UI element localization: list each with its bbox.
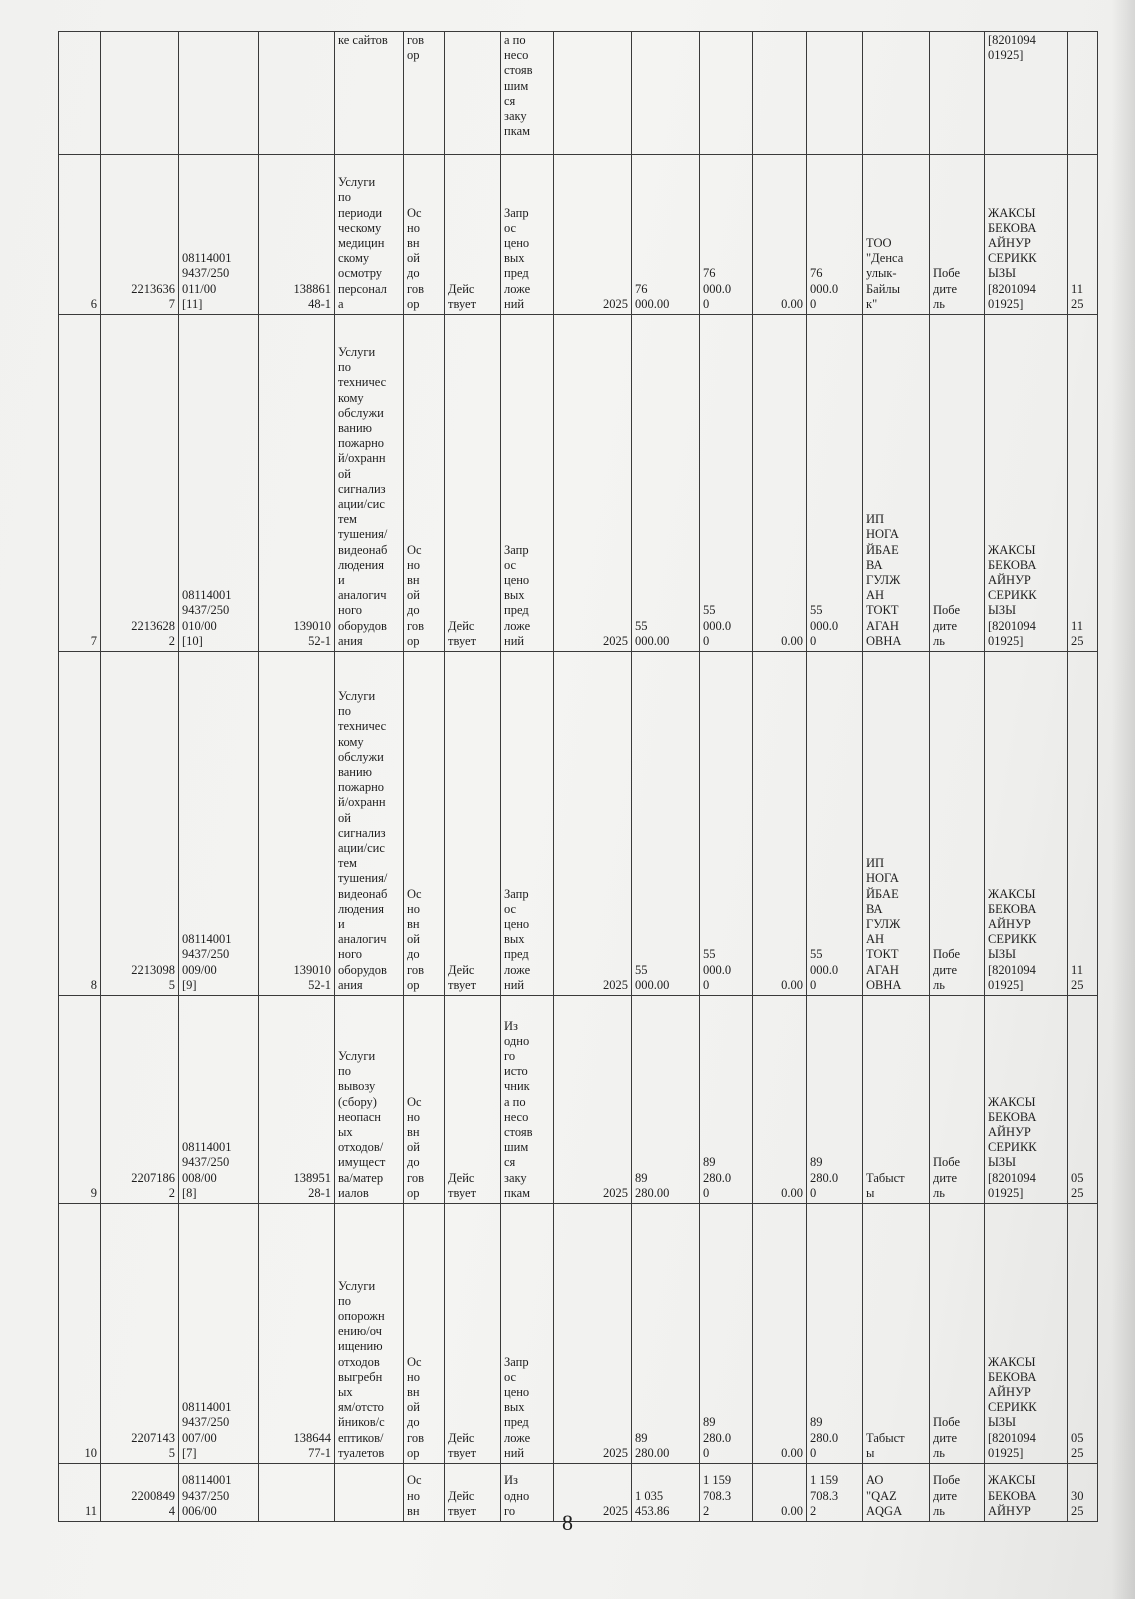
cell-lot-number [259, 996, 335, 1204]
cell-amount-paid [753, 315, 807, 652]
cell-contract-year [554, 315, 632, 652]
cell-row-number [59, 155, 101, 315]
contract-number-text: 08114001 9437/250 011/00 [11] [182, 251, 232, 311]
cell-supplier-name [863, 996, 930, 1204]
contract-basis-text: гов ор [407, 33, 424, 63]
cell-responsible-person [985, 155, 1068, 315]
cell-contract-status [445, 652, 501, 996]
cell-supplier-name [863, 315, 930, 652]
contract-basis-text: Ос но вн [407, 1473, 422, 1518]
cell-supplier-role [930, 996, 985, 1204]
responsible-person-text: ЖАКСЫ БЕКОВА АЙНУР СЕРИКК ЫЗЫ [8201094 01925] [988, 886, 1037, 992]
contract-number-text: 08114001 9437/250 006/00 [182, 1473, 232, 1518]
contract-basis-text: Ос но вн ой до гов ор [407, 205, 424, 311]
amount-total-text: 55 000.0 0 [810, 947, 839, 992]
supplier-role-text: Побе дите ль [933, 1155, 961, 1200]
cell-registry-id [101, 996, 179, 1204]
cell-amount-paid [753, 32, 807, 155]
cell-amount-planned [632, 32, 700, 155]
cell-supplier-role [930, 155, 985, 315]
responsible-person-text: ЖАКСЫ БЕКОВА АЙНУР СЕРИКК ЫЗЫ [8201094 01925] [988, 1094, 1037, 1200]
contract-date-text: 05 25 [1071, 1430, 1084, 1460]
responsible-person-text: [8201094 01925] [988, 33, 1036, 63]
amount-total-text: 76 000.0 0 [810, 266, 839, 311]
contract-number-text: 08114001 9437/250 010/00 [10] [182, 588, 232, 648]
supplier-name-text: АО "QAZ AQGA [866, 1473, 903, 1518]
service-name-text: Услуги по опорожн ению/оч ищению отходов выгребн ых ям/отсто йников/с ептиков/ туалетов [338, 1278, 385, 1460]
cell-row-number [59, 652, 101, 996]
supplier-name-text: ТОО "Денса улык- Байлы к" [866, 235, 904, 311]
procurement-method-text: Запр ос цено вых пред ложе ний [504, 205, 531, 311]
cell-amount-contract [700, 32, 753, 155]
service-name-text: ке сайтов [338, 33, 388, 47]
supplier-role-text: Побе дите ль [933, 603, 961, 648]
cell-procurement-method [501, 155, 554, 315]
supplier-name-text: ИП НОГА ЙБАЕ ВА ГУЛЖ АН ТОКТ АГАН ОВНА [866, 512, 902, 648]
table-row [59, 652, 1098, 996]
amount-paid-text: 0.00 [781, 633, 803, 648]
contract-basis-text: Ос но вн ой до гов ор [407, 886, 424, 992]
contract-date-text: 30 25 [1071, 1488, 1084, 1518]
cell-lot-number [259, 315, 335, 652]
registry-id-text: 2200849 4 [131, 1488, 175, 1518]
cell-contract-year [554, 996, 632, 1204]
amount-total-text: 55 000.0 0 [810, 603, 839, 648]
amount-planned-text: 55 000.00 [635, 962, 670, 992]
cell-registry-id [101, 1204, 179, 1464]
cell-supplier-name [863, 32, 930, 155]
page-edge-shadow [1111, 0, 1135, 1599]
cell-responsible-person [985, 32, 1068, 155]
cell-contract-basis [404, 315, 445, 652]
cell-service-name [335, 32, 404, 155]
registry-id-text: 2207143 5 [131, 1430, 175, 1460]
cell-supplier-name [863, 652, 930, 996]
responsible-person-text: ЖАКСЫ БЕКОВА АЙНУР СЕРИКК ЫЗЫ [8201094 01925] [988, 1354, 1037, 1460]
cell-supplier-name [863, 1204, 930, 1464]
amount-total-text: 89 280.0 0 [810, 1155, 839, 1200]
cell-amount-contract [700, 996, 753, 1204]
supplier-name-text: ИП НОГА ЙБАЕ ВА ГУЛЖ АН ТОКТ АГАН ОВНА [866, 856, 902, 992]
service-name-text: Услуги по техничес кому обслужи ванию пожарно й/охранн ой сигнализ ации/сис тем тушения/ видеонаб людения и аналогич ного оборудов ания [338, 688, 388, 992]
contract-status-text: Дейс твует [448, 618, 477, 648]
cell-procurement-method [501, 315, 554, 652]
row-number-text: 6 [90, 296, 97, 311]
contract-date-text: 05 25 [1071, 1170, 1084, 1200]
service-name-text: Услуги по техничес кому обслужи ванию пожарно й/охранн ой сигнализ ации/сис тем тушения/ видеонаб людения и аналогич ного оборудов ания [338, 344, 388, 648]
cell-amount-planned [632, 155, 700, 315]
contract-number-text: 08114001 9437/250 007/00 [7] [182, 1400, 232, 1460]
cell-procurement-method [501, 996, 554, 1204]
registry-id-text: 2213628 2 [131, 618, 175, 648]
service-name-text: Услуги по вывозу (сбору) неопасн ых отходов/ имущест ва/матер иалов [338, 1048, 386, 1200]
cell-contract-basis [404, 155, 445, 315]
supplier-name-text: Табыст ы [866, 1430, 905, 1460]
amount-contract-text: 1 159 708.3 2 [703, 1473, 732, 1518]
cell-contract-basis [404, 32, 445, 155]
contract-basis-text: Ос но вн ой до гов ор [407, 1354, 424, 1460]
cell-amount-contract [700, 155, 753, 315]
amount-paid-text: 0.00 [781, 1503, 803, 1518]
cell-contract-date [1068, 652, 1098, 996]
contract-status-text: Дейс твует [448, 281, 477, 311]
amount-contract-text: 89 280.0 0 [703, 1415, 732, 1460]
cell-responsible-person [985, 652, 1068, 996]
cell-contract-year [554, 32, 632, 155]
cell-contract-basis [404, 652, 445, 996]
cell-contract-date [1068, 155, 1098, 315]
row-number-text: 11 [84, 1503, 97, 1518]
procurement-method-text: Запр ос цено вых пред ложе ний [504, 542, 531, 648]
contract-number-text: 08114001 9437/250 008/00 [8] [182, 1140, 232, 1200]
cell-contract-number [179, 996, 259, 1204]
cell-contract-date [1068, 1204, 1098, 1464]
supplier-role-text: Побе дите ль [933, 1473, 961, 1518]
registry-id-text: 2213636 7 [131, 281, 175, 311]
cell-supplier-role [930, 1204, 985, 1464]
cell-registry-id [101, 315, 179, 652]
table-row [59, 315, 1098, 652]
table-row [59, 155, 1098, 315]
contract-number-text: 08114001 9437/250 009/00 [9] [182, 932, 232, 992]
supplier-role-text: Побе дите ль [933, 947, 961, 992]
row-number-text: 7 [90, 633, 97, 648]
cell-service-name [335, 315, 404, 652]
amount-planned-text: 89 280.00 [635, 1170, 670, 1200]
procurement-method-text: Запр ос цено вых пред ложе ний [504, 886, 531, 992]
cell-lot-number [259, 652, 335, 996]
amount-paid-text: 0.00 [781, 977, 803, 992]
amount-planned-text: 89 280.00 [635, 1430, 670, 1460]
responsible-person-text: ЖАКСЫ БЕКОВА АЙНУР СЕРИКК ЫЗЫ [8201094 01925] [988, 542, 1037, 648]
contract-year-text: 2025 [603, 1503, 628, 1518]
cell-amount-total [807, 32, 863, 155]
cell-lot-number [259, 32, 335, 155]
cell-contract-status [445, 155, 501, 315]
cell-amount-contract [700, 652, 753, 996]
lot-number-text: 138861 48-1 [293, 281, 331, 311]
table-body [59, 32, 1098, 1522]
contract-status-text: Дейс твует [448, 1170, 477, 1200]
contract-year-text: 2025 [603, 977, 628, 992]
contract-date-text: 11 25 [1071, 618, 1084, 648]
row-number-text: 10 [84, 1445, 97, 1460]
contract-status-text: Дейс твует [448, 1430, 477, 1460]
table-row [59, 996, 1098, 1204]
cell-responsible-person [985, 996, 1068, 1204]
lot-number-text: 139010 52-1 [293, 618, 331, 648]
contracts-table [58, 31, 1098, 1522]
contract-year-text: 2025 [603, 1185, 628, 1200]
cell-registry-id [101, 32, 179, 155]
procurement-method-text: а по несо стояв шим ся заку пкам [504, 33, 533, 139]
cell-contract-status [445, 1204, 501, 1464]
amount-total-text: 1 159 708.3 2 [810, 1473, 839, 1518]
lot-number-text: 138951 28-1 [293, 1170, 331, 1200]
cell-amount-paid [753, 996, 807, 1204]
supplier-role-text: Побе дите ль [933, 266, 961, 311]
cell-contract-number [179, 315, 259, 652]
cell-procurement-method [501, 32, 554, 155]
supplier-name-text: Табыст ы [866, 1170, 905, 1200]
cell-registry-id [101, 155, 179, 315]
cell-registry-id [101, 652, 179, 996]
cell-service-name [335, 996, 404, 1204]
amount-contract-text: 55 000.0 0 [703, 947, 732, 992]
cell-supplier-role [930, 32, 985, 155]
cell-supplier-name [863, 155, 930, 315]
responsible-person-text: ЖАКСЫ БЕКОВА АЙНУР [988, 1473, 1037, 1518]
cell-contract-number [179, 652, 259, 996]
cell-responsible-person [985, 315, 1068, 652]
row-number-text: 8 [90, 977, 97, 992]
cell-amount-planned [632, 1204, 700, 1464]
cell-row-number [59, 32, 101, 155]
cell-amount-total [807, 1204, 863, 1464]
cell-contract-date [1068, 32, 1098, 155]
cell-amount-contract [700, 315, 753, 652]
cell-row-number [59, 315, 101, 652]
contract-year-text: 2025 [603, 1445, 628, 1460]
cell-row-number [59, 996, 101, 1204]
contract-date-text: 11 25 [1071, 281, 1084, 311]
table-row [59, 32, 1098, 155]
cell-contract-year [554, 155, 632, 315]
procurement-method-text: Из одно го исто чник а по несо стояв шим ся заку пкам [504, 1018, 533, 1200]
amount-contract-text: 76 000.0 0 [703, 266, 732, 311]
cell-lot-number [259, 155, 335, 315]
cell-amount-total [807, 652, 863, 996]
cell-service-name [335, 155, 404, 315]
procurement-method-text: Запр ос цено вых пред ложе ний [504, 1354, 531, 1460]
cell-amount-paid [753, 155, 807, 315]
cell-amount-paid [753, 652, 807, 996]
cell-amount-planned [632, 652, 700, 996]
cell-procurement-method [501, 1204, 554, 1464]
contract-status-text: Дейс твует [448, 962, 477, 992]
supplier-role-text: Побе дите ль [933, 1415, 961, 1460]
amount-contract-text: 89 280.0 0 [703, 1155, 732, 1200]
contract-status-text: Дейс твует [448, 1488, 477, 1518]
contract-basis-text: Ос но вн ой до гов ор [407, 1094, 424, 1200]
cell-service-name [335, 652, 404, 996]
lot-number-text: 138644 77-1 [293, 1430, 331, 1460]
amount-total-text: 89 280.0 0 [810, 1415, 839, 1460]
registry-id-text: 2207186 2 [131, 1170, 175, 1200]
amount-paid-text: 0.00 [781, 1185, 803, 1200]
cell-contract-basis [404, 996, 445, 1204]
procurement-method-text: Из одно го [504, 1473, 530, 1518]
contract-year-text: 2025 [603, 633, 628, 648]
cell-contract-number [179, 1204, 259, 1464]
contract-basis-text: Ос но вн ой до гов ор [407, 542, 424, 648]
cell-contract-number [179, 32, 259, 155]
amount-planned-text: 55 000.00 [635, 618, 670, 648]
cell-amount-contract [700, 1204, 753, 1464]
service-name-text: Услуги по периоди ческому медицин скому осмотру персонал а [338, 175, 387, 311]
cell-lot-number [259, 1204, 335, 1464]
cell-supplier-role [930, 652, 985, 996]
cell-contract-basis [404, 1204, 445, 1464]
cell-contract-year [554, 1204, 632, 1464]
cell-amount-planned [632, 996, 700, 1204]
lot-number-text: 139010 52-1 [293, 962, 331, 992]
cell-procurement-method [501, 652, 554, 996]
row-number-text: 9 [90, 1185, 97, 1200]
amount-paid-text: 0.00 [781, 296, 803, 311]
cell-amount-total [807, 315, 863, 652]
cell-contract-status [445, 315, 501, 652]
cell-amount-total [807, 155, 863, 315]
amount-planned-text: 1 035 453.86 [635, 1488, 670, 1518]
amount-contract-text: 55 000.0 0 [703, 603, 732, 648]
cell-contract-year [554, 652, 632, 996]
page-number: 8 [562, 1510, 573, 1535]
cell-row-number [59, 1204, 101, 1464]
cell-contract-number [179, 155, 259, 315]
cell-contract-status [445, 996, 501, 1204]
cell-contract-date [1068, 315, 1098, 652]
cell-contract-status [445, 32, 501, 155]
contract-date-text: 11 25 [1071, 962, 1084, 992]
cell-amount-planned [632, 315, 700, 652]
responsible-person-text: ЖАКСЫ БЕКОВА АЙНУР СЕРИКК ЫЗЫ [8201094 01925] [988, 205, 1037, 311]
amount-planned-text: 76 000.00 [635, 281, 670, 311]
amount-paid-text: 0.00 [781, 1445, 803, 1460]
registry-id-text: 2213098 5 [131, 962, 175, 992]
cell-contract-date [1068, 996, 1098, 1204]
cell-amount-paid [753, 1204, 807, 1464]
cell-responsible-person [985, 1204, 1068, 1464]
cell-amount-total [807, 996, 863, 1204]
contract-year-text: 2025 [603, 296, 628, 311]
cell-supplier-role [930, 315, 985, 652]
cell-service-name [335, 1204, 404, 1464]
table-row [59, 1204, 1098, 1464]
